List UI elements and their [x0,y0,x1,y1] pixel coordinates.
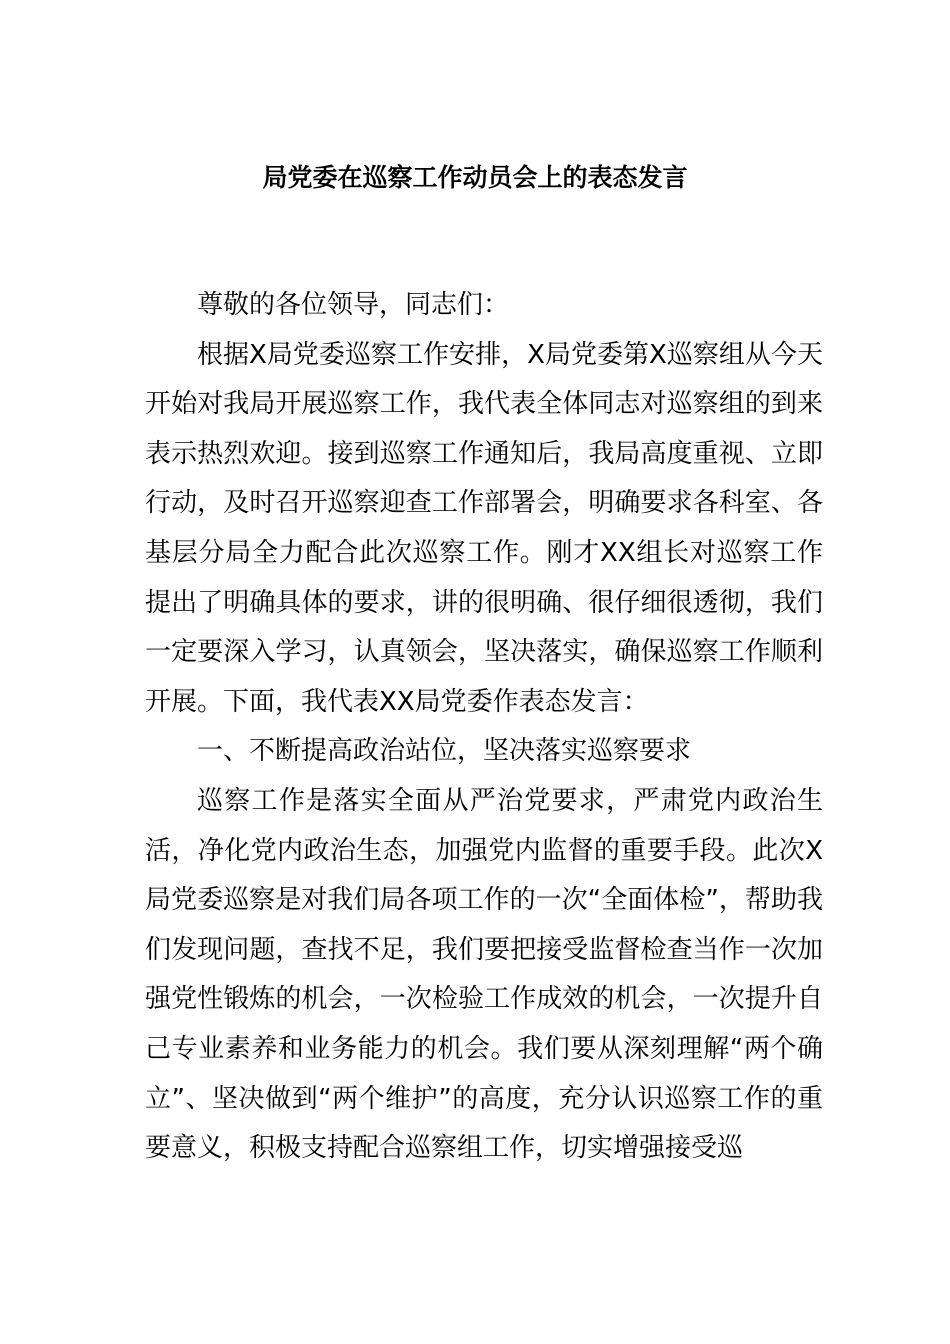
body-paragraph: 巡察工作是落实全面从严治党要求，严肃党内政治生活，净化党内政治生态，加强党内监督的重要手段。此次X局党委巡察是对我们局各项工作的一次“全面体检”，帮助我们发现问题，查找不足，我们要把接受监督检查当作一次加强党性锻炼的机会，一次检验工作成效的机会，一次提升自己专业素养和业务能力的机会。我们要从深刻理解“两个确立”、坚决做到“两个维护”的高度，充分认识巡察工作的重要意义，积极支持配合巡察组工作，切实增强接受巡 [145,785,823,1164]
section-heading: 一、不断提高政治站位，坚决落实巡察要求 [197,736,692,767]
document-body [145,281,823,1174]
salutation-paragraph: 尊敬的各位领导，同志们： [197,290,510,320]
body-paragraph: 根据X局党委巡察工作安排，X局党委第X巡察组从今天开始对我局开展巡察工作，我代表全体同志对巡察组的到来表示热烈欢迎。接到巡察工作通知后，我局高度重视、立即行动，及时召开巡察迎查工作部署会，明确要求各科室、各基层分局全力配合此次巡察工作。刚才XX组长对巡察工作提出了明确具体的要求，讲的很明确、很仔细很透彻，我们一定要深入学习，认真领会，坚决落实，确保巡察工作顺利开展。下面，我代表XX局党委作表态发言： [145,339,823,717]
document-title: 局党委在巡察工作动员会上的表态发言 [262,163,688,192]
